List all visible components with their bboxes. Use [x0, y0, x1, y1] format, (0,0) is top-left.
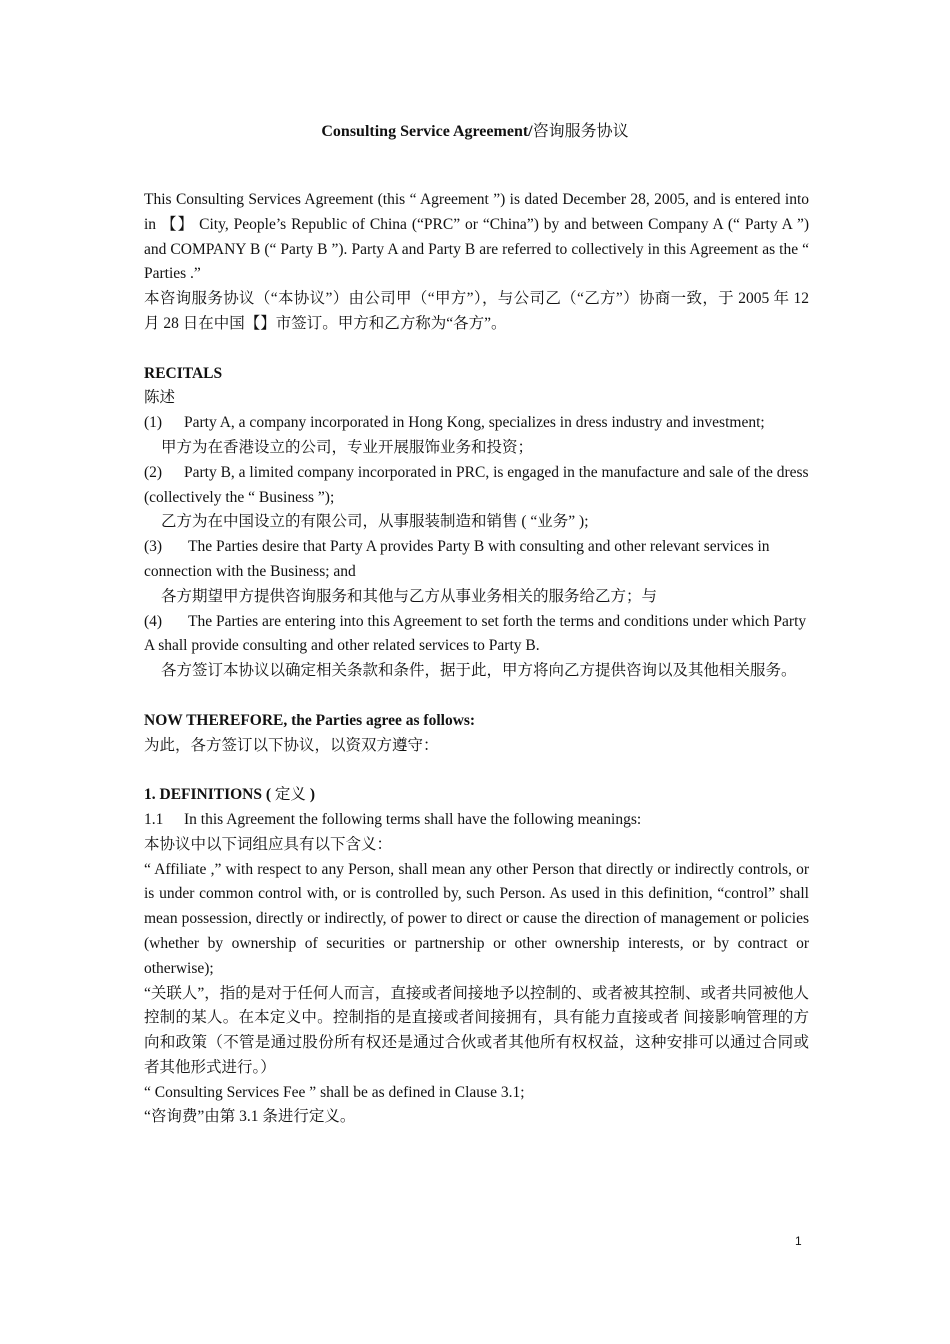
fee-definition-chinese: “咨询费”由第 3.1 条进行定义。 — [144, 1108, 356, 1126]
recital-number: (2) — [144, 463, 163, 481]
fee-definition-english: “ Consulting Services Fee ” shall be as defined in Clause 3.1; — [144, 1083, 525, 1101]
recital-text: The Parties are entering into this Agreement to set forth the terms and conditions under which Party A shall provide consulting and other related services to Party B. — [144, 612, 807, 655]
recital-text: Party A, a company incorporated in Hong Kong, specializes in dress industry and investment; — [184, 414, 765, 432]
page-number: 1 — [795, 1234, 802, 1248]
recital-text: Party B, a limited company incorporated in PRC, is engaged in the manufacture and sale of the dress (collectively the “ Business ”); — [144, 463, 809, 506]
document-body — [144, 188, 809, 1130]
recital-3-english — [144, 535, 809, 585]
intro-english: This Consulting Services Agreement (this “ Agreement ”) is dated December 28, 2005, and is entered into in 【】 City, People’s Republic of China (“PRC” or “China”) by and between Company A (“ Party A ”) and COMPANY B (“ Party B ”). Party A and Party B are referred to collectively in this Agreement as the “ Parties .” — [144, 191, 809, 283]
recital-4-english — [144, 610, 809, 660]
intro-chinese: 本咨询服务协议（“本协议”）由公司甲（“甲方”），与公司乙（“乙方”）协商一致，于 2005 年 12 月 28 日在中国【】市签订。甲方和乙方称为“各方”。 — [144, 290, 809, 332]
clause-1-1-chinese: 本协议中以下词组应具有以下含义： — [144, 835, 393, 853]
therefore-heading: NOW THEREFORE, the Parties agree as follows: — [144, 711, 476, 729]
therefore-chinese: 为此，各方签订以下协议，以资双方遵守： — [144, 736, 439, 754]
affiliate-definition-chinese: “关联人”，指的是对于任何人而言，直接或者间接地予以控制的、或者被其控制、或者共同被他人控制的某人。在本定义中。控制指的是直接或者间接拥有，具有能力直接或者 间接影响管理的方向和政策（不管是通过股份所有权还是通过合伙或者其他所有权权益，这种安排可以通过合同或者其他形式进行。） — [144, 984, 809, 1076]
clause-1-1-english — [144, 808, 809, 833]
title-chinese: 咨询服务协议 — [532, 123, 629, 140]
affiliate-definition-english: “ Affiliate ,” with respect to any Person, shall mean any other Person that directly or indirectly controls, or is under common control with, or is controlled by, such Person. As used in this definition, “control” shall mean possession, directly or indirectly, of power to direct or cause the direction of management or policies (whether by ownership of securities or partnership or other ownership interests, or by contract or otherwise); — [144, 860, 809, 977]
recitals-heading-chinese: 陈述 — [144, 389, 176, 407]
clause-number: 1.1 — [144, 810, 164, 828]
recital-2-english — [144, 461, 809, 511]
recital-1-english — [144, 411, 809, 436]
recital-3-chinese: 各方期望甲方提供咨询服务和其他与乙方从事业务相关的服务给乙方；与 — [161, 587, 658, 605]
definitions-heading: 1. DEFINITIONS ( 定义 ) — [144, 786, 315, 804]
recital-4-chinese: 各方签订本协议以确定相关条款和条件，据于此，甲方将向乙方提供咨询以及其他相关服务。 — [161, 662, 797, 680]
document-title — [0, 118, 950, 141]
recital-1-chinese: 甲方为在香港设立的公司，专业开展服饰业务和投资； — [161, 438, 534, 456]
recitals-heading: RECITALS — [144, 364, 223, 382]
recital-number: (4) — [144, 612, 163, 630]
recital-number: (1) — [144, 414, 163, 432]
title-english: Consulting Service Agreement/ — [321, 123, 533, 140]
recital-number: (3) — [144, 538, 163, 556]
recital-text: The Parties desire that Party A provides Party B with consulting and other relevant services in connection with the Business; and — [144, 538, 770, 580]
recital-2-chinese: 乙方为在中国设立的有限公司，从事服装制造和销售 ( “业务” ); — [161, 513, 589, 531]
clause-text: In this Agreement the following terms shall have the following meanings: — [184, 810, 642, 828]
